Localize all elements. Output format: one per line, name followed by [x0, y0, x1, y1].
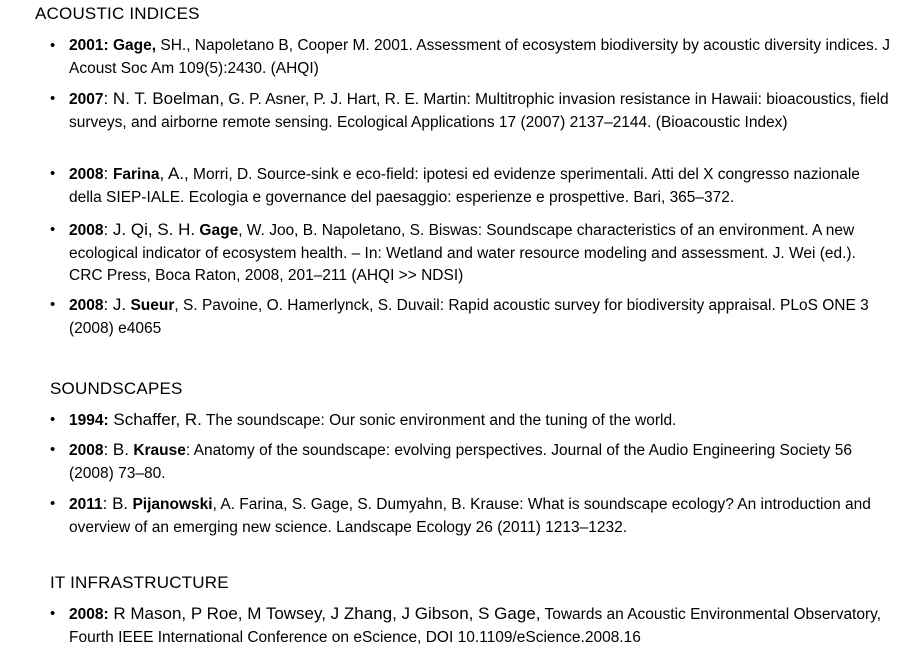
ref-text: The soundscape: Our sonic environment and the tuning of the world.: [201, 412, 677, 429]
reference-item: [50, 439, 891, 485]
ref-author-bold: Pijanowski: [132, 496, 213, 513]
ref-text: : Anatomy of the soundscape: evolving perspectives. Journal of the Audio Engineering Society 56 (2008) 73–80.: [69, 442, 852, 482]
ref-text: , S. Pavoine, O. Hamerlynck, S. Duvail: Rapid acoustic survey for biodiversity appraisal. PLoS ONE 3 (2008) e4065: [69, 297, 869, 337]
ref-authors: : B.: [103, 440, 129, 459]
ref-authors: , A.,: [159, 164, 189, 183]
ref-year: 2001:: [69, 37, 109, 54]
reference-item: • 2008: Farina, A., Morri, D. Source-sink e eco-field: ipotesi ed evidenze sperimentali. Atti del X congresso nazionale della SIEP-IALE. Ecologia e governance del paesaggio: esperienze e prospettive. Bari, 365–372.: [50, 164, 860, 206]
ref-author-bold: Krause: [133, 442, 186, 459]
ref-year: 2008:: [69, 606, 109, 623]
ref-author-bold: Farina: [112, 166, 160, 183]
ref-authors: R Mason, P Roe, M Towsey, J Zhang, J Gibson, S Gage,: [108, 604, 541, 623]
section-heading-soundscapes: SOUNDSCAPES: [50, 379, 183, 398]
bullet-icon: •: [50, 90, 56, 107]
ref-author-bold: Gage: [199, 222, 239, 239]
bullet-icon: •: [50, 165, 56, 182]
bullet-icon: •: [50, 605, 56, 622]
ref-year: 2008: [69, 222, 104, 239]
reference-item: [50, 219, 891, 288]
ref-authors: : B.: [102, 494, 129, 513]
ref-authors: SH., Napoletano B, Cooper M. 2001.: [156, 37, 413, 54]
ref-authors: : J.: [103, 295, 127, 314]
ref-text: Towards an Acoustic Environmental Observatory, Fourth IEEE International Conference on eScience, DOI 10.1109/eScience.2008.16: [69, 606, 882, 646]
reference-item: [50, 409, 891, 433]
bullet-icon: •: [50, 296, 56, 313]
ref-year: 2011: [69, 496, 103, 513]
ref-year: 2008: [69, 442, 104, 459]
bullet-icon: •: [50, 37, 56, 54]
reference-item: [50, 294, 891, 340]
bullet-icon: •: [50, 441, 56, 458]
reference-item: [50, 603, 891, 649]
ref-year: 2008: [69, 297, 104, 314]
ref-text: Assessment of ecosystem biodiversity by acoustic diversity indices. J Acoust Soc Am 109(5):2430. (AHQI): [69, 37, 891, 77]
reference-item: [50, 493, 891, 539]
section-heading-acoustic-indices: ACOUSTIC INDICES: [35, 4, 200, 23]
ref-author-bold: Gage,: [112, 37, 157, 54]
ref-text: , A. Farina, S. Gage, S. Dumyahn, B. Krause: What is soundscape ecology? An introduction and overview of an emerging new science. Landscape Ecology 26 (2011) 1213–1232.: [69, 496, 871, 536]
bullet-icon: •: [50, 221, 56, 238]
ref-author-bold: Sueur: [130, 297, 175, 314]
ref-year: 2008: [69, 166, 104, 183]
ref-year: 2007: [69, 91, 104, 108]
ref-text: , W. Joo, B. Napoletano, S. Biswas: Soundscape characteristics of an environment. A new ecological indicator of ecosystem health. – In: Wetland and water resource modeling and assessment. J. Wei (ed.). CRC Press, Boca Raton, 2008, 201–211 (AHQI >> NDSI): [69, 222, 856, 284]
reference-item: [50, 88, 891, 134]
bullet-icon: •: [50, 411, 56, 428]
ref-authors: : N. T. Boelman,: [103, 89, 225, 108]
ref-text: Morri, D. Source-sink e eco-field: ipotesi ed evidenze sperimentali. Atti del X congresso nazionale della SIEP-IALE. Ecologia e governance del paesaggio: esperienze e prospettive. Bari, 365–372.: [69, 166, 860, 206]
bullet-icon: •: [50, 495, 56, 512]
reference-item: [50, 35, 891, 80]
ref-authors: Schaffer, R.: [108, 410, 202, 429]
ref-authors: : J. Qi, S. H.: [103, 220, 196, 239]
ref-year: 1994:: [69, 412, 109, 429]
section-heading-it-infrastructure: IT INFRASTRUCTURE: [50, 573, 229, 592]
ref-text: G. P. Asner, P. J. Hart, R. E. Martin: Multitrophic invasion resistance in Hawaii: bioacoustics, field surveys, and airborne remote sensing. Ecological Applications 17 (2007) 2137–2144. (Bioacoustic Index): [69, 91, 889, 131]
